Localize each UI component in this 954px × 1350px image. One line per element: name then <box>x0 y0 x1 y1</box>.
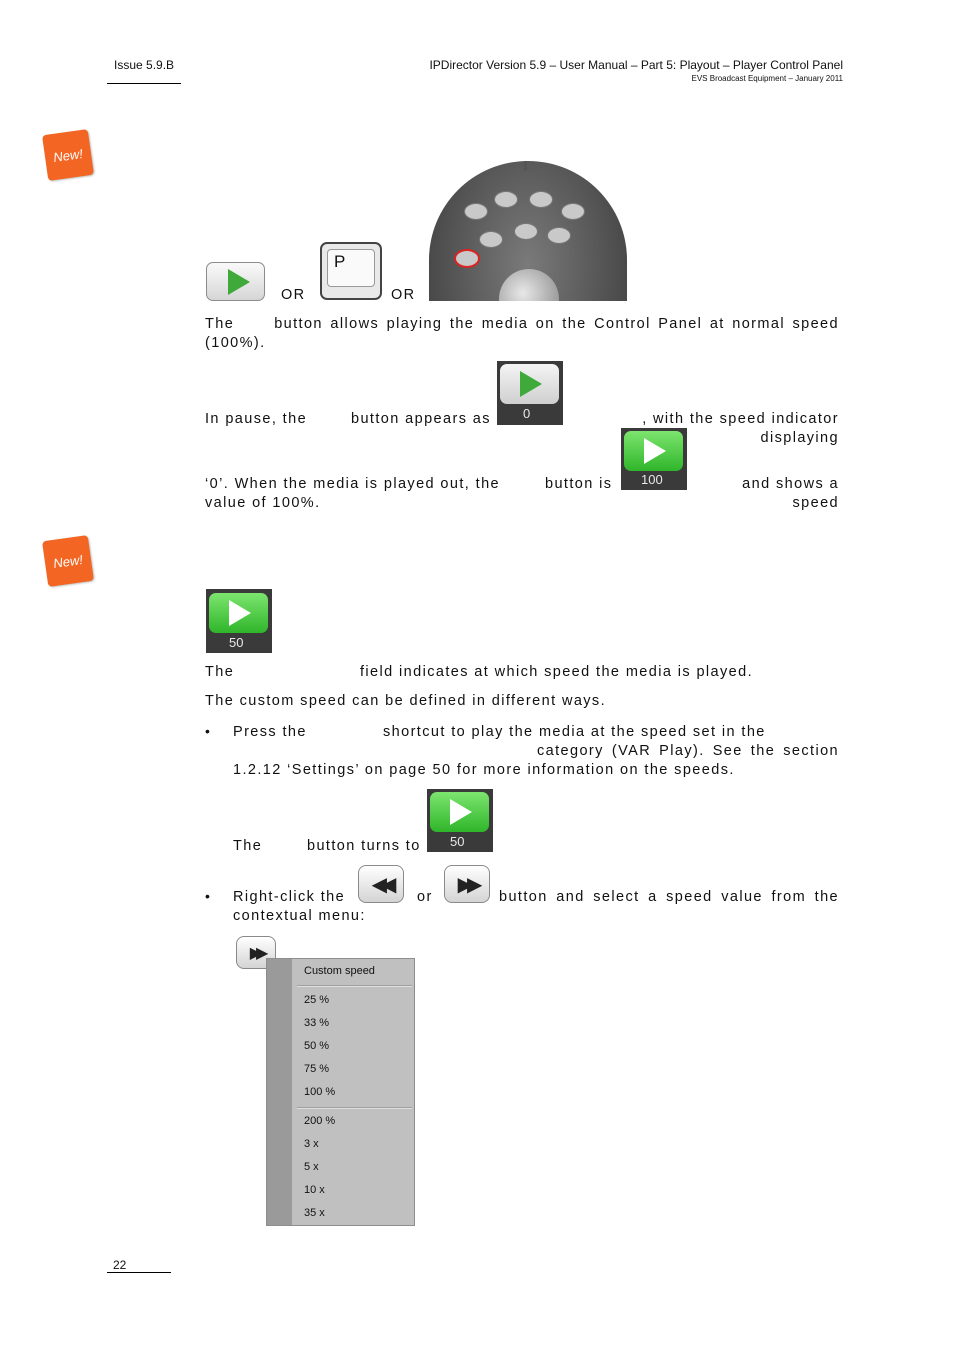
menu-item-speed[interactable]: 100 % <box>304 1086 336 1098</box>
or-text: OR <box>281 287 306 303</box>
jog-controller-icon <box>429 161 627 301</box>
turns-text-b: button turns to <box>307 838 421 854</box>
menu-item-speed[interactable]: 33 % <box>304 1017 330 1029</box>
new-badge-icon: New! <box>42 535 94 587</box>
document-subtitle: EVS Broadcast Equipment – January 2011 <box>691 74 843 83</box>
play-description-line2: (100%). <box>205 335 266 351</box>
play-button-paused-icon: 0 <box>497 361 563 425</box>
page-number: 22 <box>113 1258 127 1272</box>
menu-item-speed[interactable]: 10 x <box>304 1184 325 1196</box>
bullet2-or: or <box>417 889 433 905</box>
field-text-a: The <box>205 664 235 680</box>
key-label: P <box>334 252 346 271</box>
played-text-a: ‘0’. When the media is played out, the <box>205 476 501 492</box>
pause-text-a: In pause, the <box>205 411 308 427</box>
bullet1-text-a: Press the <box>233 724 307 740</box>
fast-forward-button-icon: ▶▶ <box>236 936 276 969</box>
issue-label: Issue 5.9.B <box>114 58 175 72</box>
menu-item-speed[interactable]: 200 % <box>304 1115 336 1127</box>
new-badge-icon: New! <box>42 129 94 181</box>
menu-item-speed[interactable]: 35 x <box>304 1207 325 1219</box>
played-text-line2: value of 100%. <box>205 495 321 511</box>
pause-text-b: button appears as <box>351 411 491 427</box>
menu-item-speed[interactable]: 3 x <box>304 1138 319 1150</box>
or-text: OR <box>391 287 416 303</box>
footer-rule <box>107 1272 171 1273</box>
turns-text-a: The <box>233 838 263 854</box>
custom-speed-icon: 50 <box>206 589 272 653</box>
document-title: IPDirector Version 5.9 – User Manual – Part 5: Playout – Player Control Panel <box>429 58 843 72</box>
menu-item-speed[interactable]: 5 x <box>304 1161 319 1173</box>
bullet2-line2: contextual menu: <box>233 908 366 924</box>
play-button-playing-icon: 100 <box>621 428 687 490</box>
fast-forward-button-icon: ▶▶ <box>444 865 490 903</box>
bullet2-text-b: button and select a speed value from the <box>499 889 839 905</box>
rewind-button-icon: ◀◀ <box>358 865 404 903</box>
bullet1-line2: category (VAR Play). See the section <box>537 743 839 759</box>
bullet1-text-b: shortcut to play the media at the speed set in the <box>383 724 766 740</box>
menu-item-speed[interactable]: 75 % <box>304 1063 330 1075</box>
field-text-b: field indicates at which speed the media is played. <box>360 664 754 680</box>
menu-item-speed[interactable]: 25 % <box>304 994 330 1006</box>
keyboard-p-key-icon <box>320 242 382 300</box>
play-description-line1: The button allows playing the media on the Control Panel at normal speed <box>205 316 839 332</box>
played-text-c: and shows a speed <box>742 476 839 511</box>
bullet1-line3: 1.2.12 ‘Settings’ on page 50 for more information on the speeds. <box>233 762 735 778</box>
bullet-dot: • <box>205 723 210 739</box>
header-rule <box>107 83 181 84</box>
bullet-dot: • <box>205 888 210 904</box>
menu-item-speed[interactable]: 50 % <box>304 1040 330 1052</box>
bullet2-text-a: Right-click the <box>233 889 346 905</box>
menu-item-custom-speed[interactable]: Custom speed <box>304 965 375 977</box>
pause-text-c: , with the speed indicator displaying <box>642 411 839 446</box>
custom-speed-button-icon: 50 <box>427 789 493 852</box>
play-button-icon <box>206 262 265 301</box>
custom-speed-ways: The custom speed can be defined in different ways. <box>205 693 607 709</box>
played-text-b: button is <box>545 476 613 492</box>
speed-context-menu <box>266 958 415 1226</box>
